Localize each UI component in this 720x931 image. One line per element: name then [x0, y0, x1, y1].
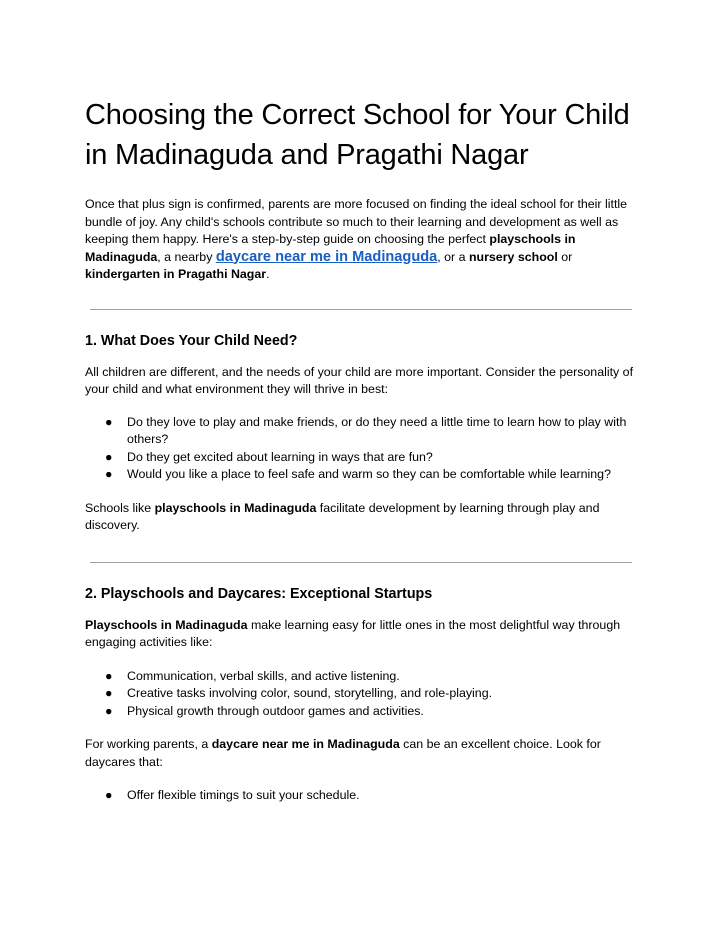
section-paragraph: [85, 736, 635, 771]
paragraph-text: Schools like: [85, 500, 155, 515]
section-divider: [90, 309, 632, 310]
bullet-icon: ●: [105, 467, 113, 481]
bullet-icon: ●: [105, 686, 113, 700]
list-item-text: Offer flexible timings to suit your schedule.: [127, 788, 360, 802]
section-paragraph: [85, 500, 635, 535]
section-divider: [90, 562, 632, 563]
list-item: [85, 703, 635, 721]
intro-bold-playschools: playschools in Madinaguda: [85, 232, 576, 264]
bullet-list: [85, 668, 635, 721]
intro-paragraph: [85, 196, 635, 284]
paragraph-bold: Playschools in Madinaguda: [85, 617, 248, 632]
list-item-text: Communication, verbal skills, and active listening.: [127, 668, 400, 683]
paragraph-text: make learning easy for little ones in the most delightful way through engaging activities like:: [85, 617, 621, 649]
section-paragraph: All children are different, and the needs of your child are more important. Consider the personality of your child and what environment they will thrive in best:: [85, 364, 634, 396]
list-item: [85, 449, 635, 467]
list-item-text: Do they love to play and make friends, or do they need a little time to learn how to play with others?: [127, 414, 627, 446]
bullet-list: [85, 787, 635, 805]
bullet-icon: ●: [105, 703, 113, 718]
list-item: [85, 668, 635, 686]
intro-text: , a nearby: [157, 249, 216, 264]
page-title: Choosing the Correct School for Your Child in Madinaguda and Pragathi Nagar: [85, 99, 630, 171]
document-page: [85, 95, 635, 805]
intro-bold-kindergarten: kindergarten in Pragathi Nagar: [85, 267, 267, 281]
bullet-list: [85, 414, 635, 484]
bullet-icon: ●: [105, 668, 113, 683]
section-paragraph: [85, 617, 635, 652]
list-item: [85, 787, 635, 805]
bullet-icon: ●: [105, 414, 113, 429]
paragraph-text: For working parents, a: [85, 737, 212, 751]
daycare-link[interactable]: daycare near me in Madinaguda: [215, 248, 438, 265]
list-item: [85, 414, 635, 449]
section-heading: 1. What Does Your Child Need?: [85, 332, 298, 349]
list-item: [85, 466, 635, 484]
list-item-text: Do they get excited about learning in ways that are fun?: [127, 449, 433, 464]
list-item-text: Would you like a place to feel safe and warm so they can be comfortable while learning?: [127, 467, 611, 481]
intro-text: Once that plus sign is confirmed, parents are more focused on finding the ideal school for their little bundle of joy. Any child's schools contribute so much to their learning and development as well as keeping them happy. Here's a step-by-step guide on choosing the perfect: [85, 197, 628, 246]
bullet-icon: ●: [105, 449, 113, 464]
list-item: [85, 685, 635, 703]
paragraph-text: can be an excellent choice. Look for daycares that:: [85, 737, 601, 769]
intro-bold-nursery: nursery school: [468, 249, 558, 264]
paragraph-bold: daycare near me in Madinaguda: [211, 737, 400, 751]
intro-text: .: [266, 267, 270, 281]
bullet-icon: ●: [105, 788, 113, 802]
paragraph-bold: playschools in Madinaguda: [154, 500, 317, 515]
section-heading: 2. Playschools and Daycares: Exceptional Startups: [85, 585, 433, 602]
intro-text: , or a: [437, 249, 469, 264]
intro-text: or: [557, 249, 573, 264]
list-item-text: Creative tasks involving color, sound, storytelling, and role-playing.: [127, 686, 493, 700]
paragraph-text: facilitate development by learning through play and discovery.: [85, 500, 600, 532]
list-item-text: Physical growth through outdoor games and activities.: [127, 703, 424, 718]
